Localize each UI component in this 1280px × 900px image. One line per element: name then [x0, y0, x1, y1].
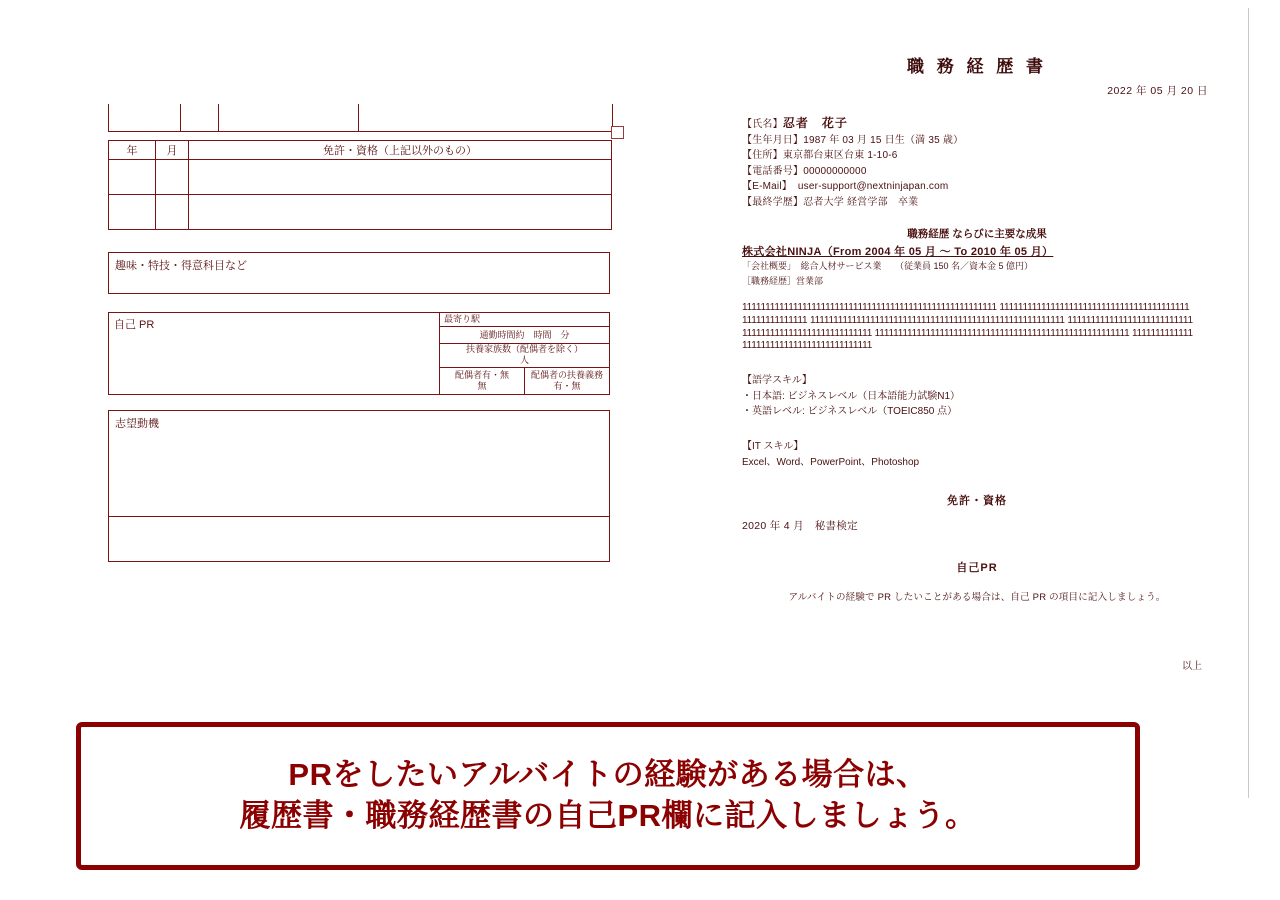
- dependents-label: 扶養家族数（配偶者を除く）: [465, 344, 583, 355]
- personal-value: 00000000000: [803, 165, 867, 177]
- spouse-cell: [440, 368, 525, 394]
- cell-month: [156, 160, 189, 195]
- dependents-unit: 人: [519, 355, 529, 366]
- header-year: 年: [109, 141, 156, 160]
- callout-line-1: PRをしたいアルバイトの経験がある場合は、: [288, 757, 928, 793]
- personal-info-block: [742, 114, 1212, 210]
- self-pr-heading: 自己PR: [956, 562, 998, 575]
- company-overview: 「会社概要」 総合人材サービス業 （従業員 150 名／資本金 5 億円）: [742, 261, 1034, 272]
- grid-col-line: [358, 104, 359, 132]
- hobby-label: 趣味・特技・得意科目など: [115, 260, 247, 272]
- license-table: [108, 140, 612, 230]
- personal-label: 【住所】: [742, 150, 783, 162]
- motivation-divider: [109, 516, 609, 517]
- dependents-block: [440, 344, 609, 368]
- language-skill-heading: 【語学スキル】: [742, 375, 812, 387]
- self-pr-section: [108, 312, 610, 395]
- cell-year: [109, 195, 156, 230]
- personal-row-name: [742, 114, 1212, 133]
- station-title: 最寄り駅: [440, 313, 609, 327]
- it-skill-heading: 【IT スキル】: [742, 441, 804, 453]
- end-mark: 以上: [1182, 661, 1202, 673]
- license-heading: 免許・資格: [947, 495, 1007, 508]
- personal-value: 忍者 花子: [782, 116, 848, 130]
- cell-year: [109, 160, 156, 195]
- resume-top-partial-grid: [108, 104, 620, 132]
- personal-label: 【電話番号】: [742, 165, 804, 177]
- header-license: 免許・資格（上記以外のもの）: [189, 141, 612, 160]
- career-title: 職 務 経 歴 書: [907, 57, 1047, 76]
- table-row: [109, 160, 612, 195]
- career-body-text: 1111111111111111111111111111111111111111111111111111111 1111111111111111111111111111111111111111111111111111111 1111111111111111111111111111111111111111111111111111111 1111111111111111111111111111111111111111111111111111111 1111111111111111111111111111111111111111111111111111111 11111111111111111111111111111111111111111: [742, 302, 1193, 352]
- personal-row-birthdate: [742, 133, 1212, 149]
- personal-label: 【最終学歴】: [742, 196, 804, 208]
- spouse-value: 無: [477, 381, 487, 391]
- grid-col-line: [180, 104, 181, 132]
- cell-license: [189, 195, 612, 230]
- grid-baseline: [108, 131, 620, 132]
- motivation-section: [108, 410, 610, 562]
- support-duty-cell: [525, 368, 609, 394]
- corner-marker: [611, 126, 624, 139]
- cell-month: [156, 195, 189, 230]
- cell-license: [189, 160, 612, 195]
- personal-row-phone: [742, 164, 1212, 180]
- language-skill-line: ・英語レベル: ビジネスレベル（TOEIC850 点）: [742, 406, 958, 418]
- personal-label: 【E-Mail】: [742, 181, 792, 193]
- hobby-section: [108, 252, 610, 294]
- personal-value: 東京都台東区台東 1-10-6: [782, 150, 898, 162]
- spouse-label: 配偶者有・無: [454, 369, 509, 380]
- personal-value: 忍者大学 経営学部 卒業: [803, 196, 919, 208]
- personal-value: user-support@nextninjapan.com: [797, 181, 949, 193]
- personal-row-address: [742, 148, 1212, 164]
- personal-label: 【生年月日】: [742, 134, 804, 146]
- table-header-row: [109, 141, 612, 160]
- support-value: 有・無: [553, 381, 581, 391]
- career-date: 2022 年 05 月 20 日: [1107, 85, 1208, 97]
- language-skill-block: [742, 373, 1212, 419]
- callout-line-2: 履歴書・職務経歴書の自己PR欄に記入しましょう。: [239, 798, 977, 833]
- commute-time: 通勤時間約 時間 分: [440, 327, 609, 343]
- page-edge-rule: [1248, 8, 1249, 798]
- career-section-heading: 職務経歴 ならびに主要な成果: [907, 228, 1047, 241]
- career-history-document: [742, 52, 1212, 672]
- company-name: 株式会社NINJA（From 2004 年 05 月 ～ To 2010 年 05 月）: [742, 246, 1054, 259]
- personal-value: 1987 年 03 月 15 日生（満 35 歳）: [803, 134, 964, 146]
- personal-row-email: [742, 179, 1212, 195]
- station-section: [439, 313, 609, 394]
- personal-row-education: [742, 195, 1212, 211]
- personal-label: 【氏名】: [742, 119, 783, 130]
- self-pr-label: 自己 PR: [114, 319, 155, 331]
- grid-col-line: [108, 104, 109, 132]
- support-label: 配偶者の扶養義務: [530, 369, 603, 380]
- career-department: ［職務経歴］営業部: [742, 275, 824, 286]
- table-row: [109, 195, 612, 230]
- it-skill-block: [742, 439, 1212, 470]
- callout-banner: [76, 722, 1140, 870]
- language-skill-line: ・日本語: ビジネスレベル（日本語能力試験N1）: [742, 391, 961, 403]
- grid-col-line: [218, 104, 219, 132]
- it-skill-line: Excel、Word、PowerPoint、Photoshop: [742, 457, 920, 469]
- motivation-label: 志望動機: [115, 418, 159, 430]
- license-entry: 2020 年 4 月 秘書検定: [742, 520, 858, 533]
- self-pr-text: アルバイトの経験で PR したいことがある場合は、自己 PR の項目に記入しましょう。: [788, 592, 1166, 604]
- header-month: 月: [156, 141, 189, 160]
- spouse-block: [440, 368, 609, 394]
